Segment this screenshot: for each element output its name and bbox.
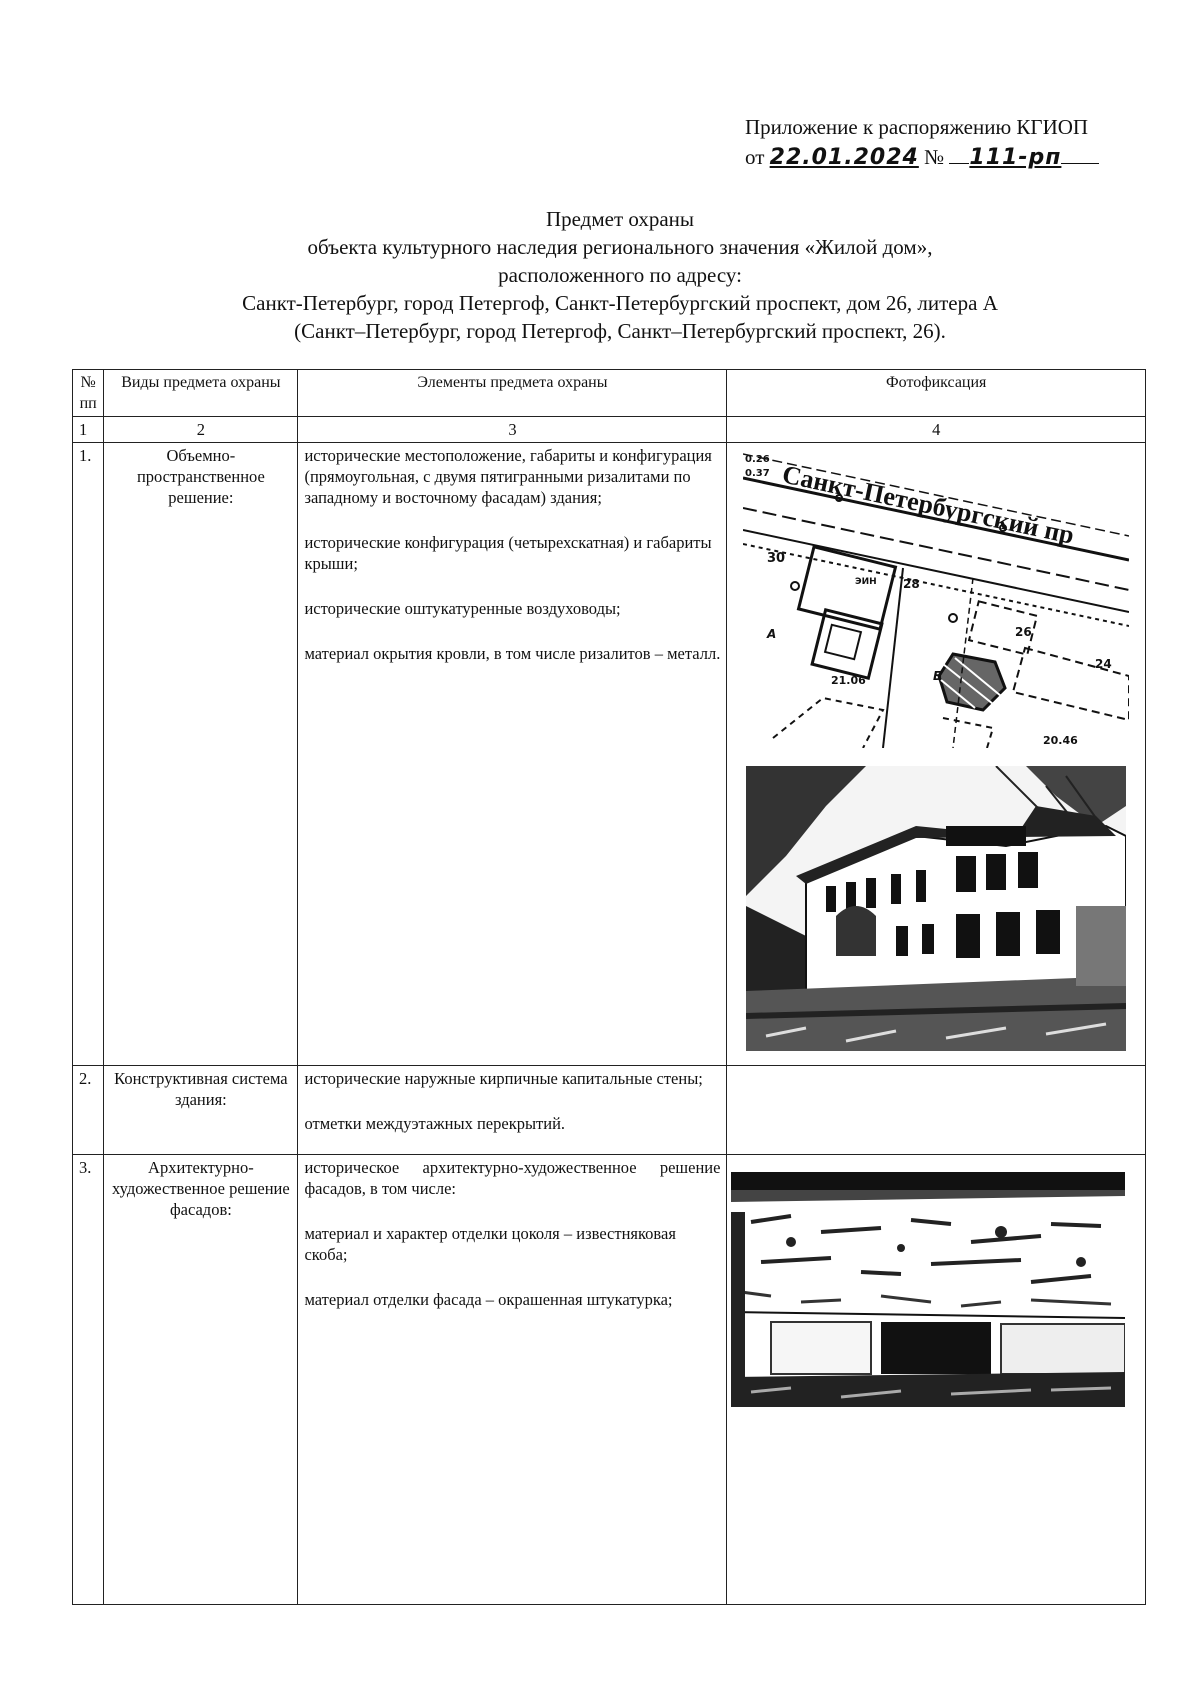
element-item: исторические конфигурация (четырехскатная) и габариты крыши; xyxy=(304,533,712,573)
row-kind: Объемно-пространственное решение: xyxy=(104,443,298,1066)
row-photos xyxy=(727,443,1146,1066)
map-label: А xyxy=(767,627,777,641)
table-header-row xyxy=(73,370,1146,417)
map-label: 26 xyxy=(1015,625,1032,639)
map-label: 21.06 xyxy=(831,674,867,687)
row-elements xyxy=(298,443,727,1066)
element-item: материал отделки фасада – окрашенная штукатурка; xyxy=(304,1290,673,1309)
row-number: 2. xyxy=(73,1066,104,1155)
table-row xyxy=(73,1066,1146,1155)
row-elements xyxy=(298,1155,727,1605)
annex-order-line xyxy=(745,142,1165,173)
map-label: Б xyxy=(933,669,943,683)
annex-title: Приложение к распоряжению КГИОП xyxy=(745,115,1089,139)
element-item: исторические местоположение, габариты и конфигурация (прямоугольная, с двумя пятигранными ризалитами по западному и восточному фасадам) здания; xyxy=(304,446,712,507)
column-number-row xyxy=(73,417,1146,443)
map-label: 0.37 xyxy=(745,468,770,479)
annex-date: 22.01.2024 xyxy=(769,145,919,170)
annex-number: 111-рп xyxy=(969,145,1062,170)
element-item: историческое архитектурно-художественное решение фасадов, в том числе: xyxy=(304,1158,721,1198)
element-item: исторические наружные кирпичные капитальные стены; xyxy=(304,1069,703,1088)
col-number-4: 4 xyxy=(727,417,1146,443)
map-label: ЭИН xyxy=(855,577,877,587)
annex-from-prefix: от xyxy=(745,145,765,169)
element-item: отметки междуэтажных перекрытий. xyxy=(304,1114,566,1133)
table-row xyxy=(73,443,1146,1066)
map-label: 30 xyxy=(767,551,786,566)
annex-number-underline xyxy=(949,147,969,164)
plinth-photo xyxy=(731,1172,1125,1407)
row-number: 3. xyxy=(73,1155,104,1605)
site-plan-map xyxy=(743,448,1129,748)
map-label: 0.26 xyxy=(745,454,770,465)
map-street-label: Санкт-Петербургский пр xyxy=(779,459,1077,550)
col-number-2: 2 xyxy=(104,417,298,443)
element-item: исторические оштукатуренные воздуховоды; xyxy=(304,599,621,618)
building-photo xyxy=(746,766,1126,1051)
row-photos-empty xyxy=(727,1066,1146,1155)
header-no: № пп xyxy=(73,370,104,417)
element-item: материал окрытия кровли, в том числе ризалитов – металл. xyxy=(304,644,721,663)
row-elements xyxy=(298,1066,727,1155)
annex-block xyxy=(745,112,1165,173)
table-row xyxy=(73,1155,1146,1605)
map-label: 28 xyxy=(903,577,920,591)
title-line-3: расположенного по адресу: xyxy=(498,263,742,287)
col-number-3: 3 xyxy=(298,417,727,443)
title-line-5: (Санкт–Петербург, город Петергоф, Санкт–Петербургский проспект, 26). xyxy=(294,319,946,343)
element-item: материал и характер отделки цоколя – известняковая скоба; xyxy=(304,1224,676,1264)
document-title xyxy=(120,205,1120,345)
annex-number-sign: № xyxy=(924,145,945,169)
map-label: 24 xyxy=(1095,657,1112,671)
title-line-1: Предмет охраны xyxy=(545,207,695,231)
row-kind: Конструктивная система здания: xyxy=(104,1066,298,1155)
header-elements: Элементы предмета охраны xyxy=(298,370,727,417)
protection-table xyxy=(72,369,1146,1605)
title-line-4: Санкт-Петербург, город Петергоф, Санкт-Петербургский проспект, дом 26, литера А xyxy=(242,291,998,315)
annex-number-underline-tail xyxy=(1061,147,1099,164)
header-kind: Виды предмета охраны xyxy=(104,370,298,417)
col-number-1: 1 xyxy=(73,417,104,443)
row-photos xyxy=(727,1155,1146,1605)
row-number: 1. xyxy=(73,443,104,1066)
title-line-2: объекта культурного наследия регионального значения «Жилой дом», xyxy=(307,235,933,259)
map-label: 20.46 xyxy=(1043,734,1079,747)
row-kind: Архитектурно-художественное решение фасадов: xyxy=(104,1155,298,1605)
header-photo: Фотофиксация xyxy=(727,370,1146,417)
